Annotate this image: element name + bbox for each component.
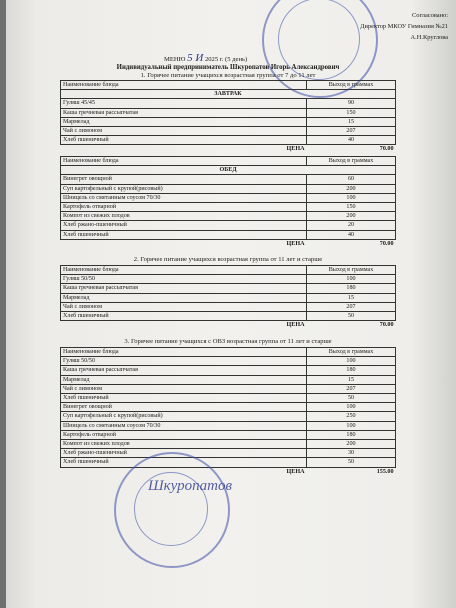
section-2-table xyxy=(60,265,396,329)
dish-yield: 40 xyxy=(307,136,396,145)
dish-yield: 15 xyxy=(307,293,396,302)
col-header-value: Выход в граммах xyxy=(307,266,396,275)
section-2-title: 2. Горячее питание учащихся возрастная группа от 11 лет и старше xyxy=(133,256,323,263)
table-row xyxy=(61,449,396,458)
meal-heading-lunch: ОБЕД xyxy=(61,166,396,175)
table-row xyxy=(61,284,396,293)
dish-name: Компот из свежих плодов xyxy=(61,212,307,221)
approval-director: Директор МКОУ Гимназия №21 xyxy=(360,23,448,30)
table-row xyxy=(61,394,396,403)
dish-name: Картофель отварной xyxy=(61,430,307,439)
table-row xyxy=(61,108,396,117)
col-header-name: Наименование блюда xyxy=(61,81,307,90)
table-row xyxy=(61,275,396,284)
table-row xyxy=(61,203,396,212)
dish-name: Суп картофельный с крупой(рисовый) xyxy=(61,184,307,193)
table-row xyxy=(61,212,396,221)
table-row xyxy=(61,366,396,375)
dish-yield: 100 xyxy=(307,275,396,284)
col-header-name: Наименование блюда xyxy=(61,348,307,357)
table-row xyxy=(61,193,396,202)
page-edge-shadow xyxy=(0,0,6,608)
dish-name: Гуляш 50/50 xyxy=(61,275,307,284)
dish-name: Хлеб пшеничный xyxy=(61,136,307,145)
dish-name: Хлеб пшеничный xyxy=(61,458,307,467)
table-row xyxy=(61,312,396,321)
price-label: ЦЕНА xyxy=(286,146,305,153)
table-row xyxy=(61,302,396,311)
dish-yield: 180 xyxy=(307,284,396,293)
dish-yield: 50 xyxy=(307,458,396,467)
dish-yield: 100 xyxy=(307,193,396,202)
table-row xyxy=(61,99,396,108)
dish-name: Чай с лимоном xyxy=(61,302,307,311)
table-body xyxy=(61,357,396,467)
dish-name: Мармелад xyxy=(61,117,307,126)
dish-yield: 50 xyxy=(307,394,396,403)
price-label: ЦЕНА xyxy=(286,468,305,475)
col-header-value: Выход в граммах xyxy=(307,81,396,90)
dish-yield: 40 xyxy=(307,230,396,239)
dish-yield: 180 xyxy=(307,430,396,439)
dish-yield: 150 xyxy=(307,108,396,117)
table-row xyxy=(61,136,396,145)
table-row xyxy=(61,421,396,430)
table-header-row xyxy=(61,157,396,166)
menu-number: 5 И xyxy=(187,52,204,64)
col-header-name: Наименование блюда xyxy=(61,157,307,166)
dish-name: Мармелад xyxy=(61,293,307,302)
table-header-row xyxy=(61,81,396,90)
table-row xyxy=(61,440,396,449)
dish-name: Компот из свежих плодов xyxy=(61,440,307,449)
dish-name: Хлеб пшеничный xyxy=(61,312,307,321)
dish-name: Гуляш 45/45 xyxy=(61,99,307,108)
table-row xyxy=(61,375,396,384)
menu-prefix: МЕНЮ xyxy=(164,56,186,63)
dish-yield: 60 xyxy=(307,175,396,184)
dish-yield: 180 xyxy=(307,366,396,375)
price-label: ЦЕНА xyxy=(286,322,305,329)
dish-yield: 100 xyxy=(307,403,396,412)
dish-name: Шницель со сметанным соусом 70/30 xyxy=(61,421,307,430)
dish-yield: 200 xyxy=(307,184,396,193)
menu-year: 2025 г. (5 день) xyxy=(204,56,248,63)
dish-name: Хлеб пшеничный xyxy=(61,394,307,403)
dish-yield: 100 xyxy=(307,357,396,366)
dish-yield: 15 xyxy=(307,375,396,384)
price-value: 70.00 xyxy=(379,146,394,153)
menu-title xyxy=(164,52,247,64)
round-stamp xyxy=(114,452,230,568)
price-row xyxy=(61,321,396,330)
dish-name: Винегрет овощной xyxy=(61,175,307,184)
table-header-row xyxy=(61,266,396,275)
table-body xyxy=(61,275,396,321)
table-row xyxy=(61,403,396,412)
dish-name: Шницель со сметанным соусом 70/30 xyxy=(61,193,307,202)
approval-title: Согласовано: xyxy=(412,12,448,19)
dish-name: Чай с лимоном xyxy=(61,384,307,393)
dish-name: Чай с лимоном xyxy=(61,127,307,136)
dish-name: Винегрет овощной xyxy=(61,403,307,412)
dish-name: Суп картофельный с крупой(рисовый) xyxy=(61,412,307,421)
dish-yield: 207 xyxy=(307,127,396,136)
dish-yield: 150 xyxy=(307,203,396,212)
table-row xyxy=(61,117,396,126)
dish-name: Хлеб ржано-пшеничный xyxy=(61,449,307,458)
approval-name: А.Н.Круглова xyxy=(410,34,448,41)
table-row xyxy=(61,221,396,230)
table-body xyxy=(61,175,396,239)
table-row xyxy=(61,127,396,136)
table-row xyxy=(61,430,396,439)
dish-name: Каша гречневая рассыпчатая xyxy=(61,108,307,117)
dish-yield: 30 xyxy=(307,449,396,458)
section-3-title: 3. Горячее питание учащихся с ОВЗ возрастная группа от 11 лет и старше xyxy=(124,338,332,345)
dish-yield: 15 xyxy=(307,117,396,126)
price-value: 155.00 xyxy=(376,468,394,475)
entrepreneur-name: Индивидуальный предприниматель Шкуропатов Игорь Александрович xyxy=(116,64,340,71)
breakfast-table xyxy=(60,80,396,154)
approval-block xyxy=(298,10,448,43)
dish-name: Картофель отварной xyxy=(61,203,307,212)
dish-yield: 207 xyxy=(307,302,396,311)
lunch-table xyxy=(60,156,396,248)
price-row xyxy=(61,145,396,154)
price-value: 70.00 xyxy=(379,240,394,247)
table-row xyxy=(61,230,396,239)
col-header-value: Выход в граммах xyxy=(307,348,396,357)
dish-yield: 50 xyxy=(307,312,396,321)
price-row xyxy=(61,467,396,476)
table-row xyxy=(61,384,396,393)
table-row xyxy=(61,184,396,193)
table-header-row xyxy=(61,348,396,357)
table-row xyxy=(61,293,396,302)
handwritten-signature: Шкуропатов xyxy=(148,478,232,494)
table-row xyxy=(61,412,396,421)
section-3-table xyxy=(60,347,396,476)
dish-yield: 20 xyxy=(307,221,396,230)
section-1-title: 1. Горячее питание учащихся возрастная группа от 7 до 11 лет xyxy=(140,72,316,79)
dish-name: Каша гречневая рассыпчатая xyxy=(61,366,307,375)
dish-name: Каша гречневая рассыпчатая xyxy=(61,284,307,293)
dish-yield: 100 xyxy=(307,421,396,430)
dish-yield: 200 xyxy=(307,440,396,449)
table-body xyxy=(61,99,396,145)
price-row xyxy=(61,239,396,248)
price-value: 70.00 xyxy=(379,322,394,329)
dish-yield: 207 xyxy=(307,384,396,393)
dish-yield: 200 xyxy=(307,212,396,221)
table-row xyxy=(61,357,396,366)
col-header-value: Выход в граммах xyxy=(307,157,396,166)
dish-name: Хлеб ржано-пшеничный xyxy=(61,221,307,230)
dish-name: Гуляш 50/50 xyxy=(61,357,307,366)
table-row xyxy=(61,175,396,184)
dish-yield: 250 xyxy=(307,412,396,421)
dish-name: Хлеб пшеничный xyxy=(61,230,307,239)
dish-name: Мармелад xyxy=(61,375,307,384)
col-header-name: Наименование блюда xyxy=(61,266,307,275)
table-row xyxy=(61,458,396,467)
dish-yield: 90 xyxy=(307,99,396,108)
price-label: ЦЕНА xyxy=(286,240,305,247)
meal-heading-breakfast: ЗАВТРАК xyxy=(61,90,396,99)
